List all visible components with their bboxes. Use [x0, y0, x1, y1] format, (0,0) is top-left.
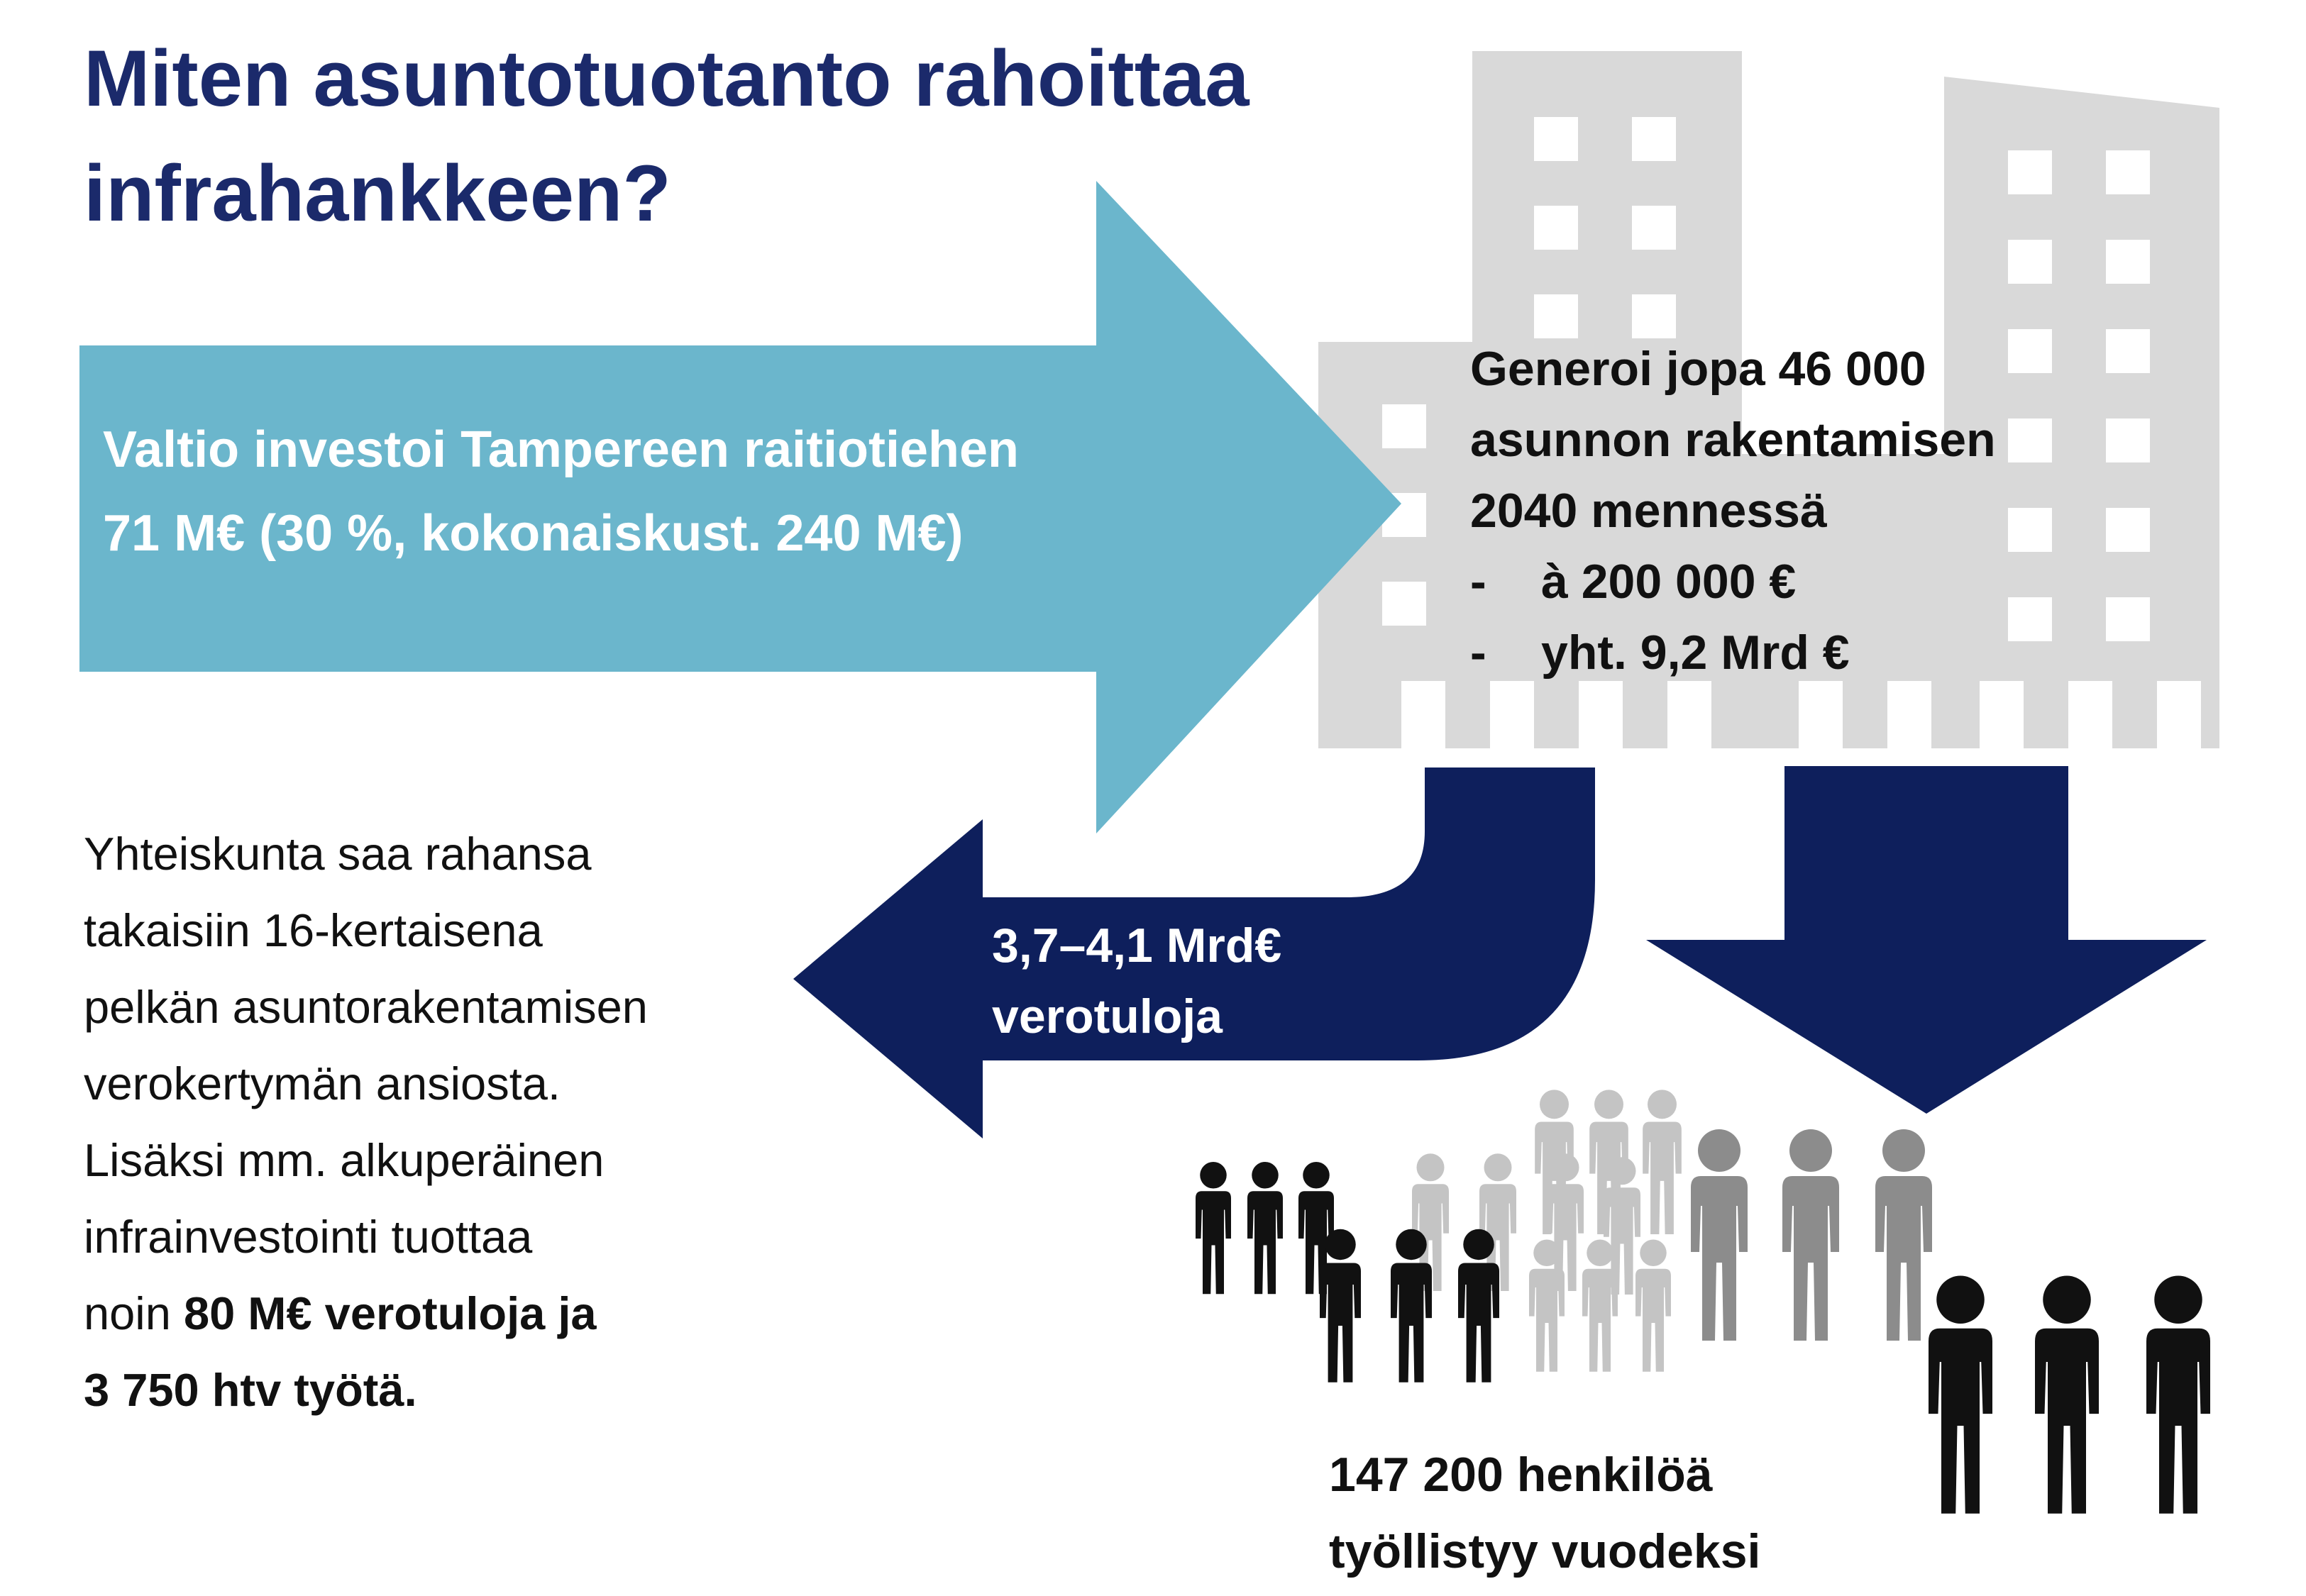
- return-line-7-prefix: noin: [84, 1287, 184, 1339]
- return-text: [84, 816, 829, 1429]
- housing-line-2: asunnon rakentamisen: [1470, 413, 1996, 467]
- return-line-1: Yhteiskunta saa rahansa: [84, 828, 592, 880]
- employment-line-1: 147 200 henkilöä: [1329, 1448, 1713, 1502]
- bullet-dash: -: [1470, 555, 1486, 609]
- return-line-6: infrainvestointi tuottaa: [84, 1211, 533, 1263]
- housing-line-1: Generoi jopa 46 000: [1470, 342, 1926, 396]
- investment-line-2: 71 M€ (30 %, kokonaiskust. 240 M€): [103, 505, 964, 562]
- employment-text: [1329, 1436, 2109, 1590]
- tax-line-2: verotuloja: [992, 990, 1223, 1043]
- page-title: [84, 21, 1474, 251]
- bullet-text-2: yht. 9,2 Mrd €: [1541, 626, 1850, 680]
- housing-bullet-2: [1470, 617, 2251, 688]
- bullet-text-1: à 200 000 €: [1541, 555, 1797, 609]
- return-line-2: takaisiin 16-kertaisena: [84, 904, 543, 956]
- return-line-7-bold: 80 M€ verotuloja ja: [183, 1287, 597, 1339]
- title-line-1: Miten asuntotuotanto rahoittaa: [84, 34, 1249, 123]
- investment-line-1: Valtio investoi Tampereen raitiotiehen: [103, 421, 1020, 478]
- employment-arrow: [1646, 766, 2207, 1114]
- tax-revenue-text: [992, 910, 1432, 1052]
- investment-arrow-text: [103, 408, 1337, 575]
- return-line-8: [84, 1352, 829, 1429]
- employment-line-2: työllistyy vuodeksi: [1329, 1524, 1761, 1578]
- return-line-8-bold: 3 750 htv työtä.: [84, 1364, 417, 1416]
- tax-line-1: 3,7–4,1 Mrd€: [992, 919, 1282, 972]
- return-line-3: pelkän asuntorakentamisen: [84, 981, 648, 1033]
- housing-bullet-1: [1470, 546, 2251, 617]
- title-line-2: infrahankkeen?: [84, 149, 671, 238]
- housing-text: [1470, 333, 2251, 688]
- housing-line-3: 2040 mennessä: [1470, 484, 1827, 538]
- bullet-dash: -: [1470, 626, 1486, 680]
- return-line-5: Lisäksi mm. alkuperäinen: [84, 1134, 605, 1186]
- return-line-4: verokertymän ansiosta.: [84, 1058, 561, 1109]
- return-line-7: [84, 1275, 829, 1352]
